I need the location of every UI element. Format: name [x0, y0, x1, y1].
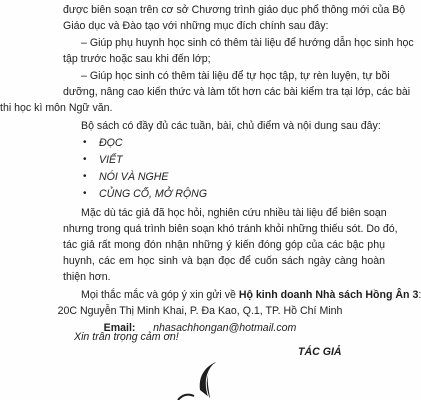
- apology-line: tác giả rất mong đón nhận những ý kiến đóng góp của các bậc phụ: [63, 239, 385, 251]
- closing-text: Xin trân trọng cảm ơn!: [74, 331, 179, 343]
- email-label: Email:: [103, 322, 136, 334]
- bullet: •: [83, 137, 87, 148]
- bullet: •: [83, 188, 87, 199]
- email-address: nhasachhongan@hotmail.com: [153, 322, 297, 334]
- company-name: Hộ kinh doanh Nhà sách Hồng Ân 3: [238, 289, 419, 301]
- contact-line: [81, 288, 419, 302]
- apology-line: huynh, các em học sinh và bạn đọc để cuốn sách ngày càng hoàn: [63, 255, 385, 267]
- bullet: •: [83, 171, 87, 182]
- contact-lead: Mọi thắc mắc và góp ý xin gửi về: [81, 289, 239, 301]
- author-signature: TÁC GIẢ: [298, 346, 342, 358]
- apology-line: Mặc dù tác giả đã học hỏi, nghiên cứu nhiều tài liệu để biên soạn: [81, 207, 387, 219]
- address-line: 20C Nguyễn Thị Minh Khai, P. Đa Kao, Q.1, TP. Hồ Chí Minh: [57, 305, 343, 317]
- apology-line: nhưng trong quá trình biên soạn khó tránh khỏi những thiếu sót. Do đó,: [63, 223, 398, 235]
- content-item: ĐỌC: [99, 137, 123, 149]
- contents-lead: Bộ sách có đầy đủ các tuần, bài, chủ điểm và nội dung sau đây:: [81, 120, 381, 132]
- purpose-line: tập trước hoặc sau khi đến lớp;: [63, 53, 211, 65]
- content-item: CỦNG CỐ, MỞ RỘNG: [99, 188, 208, 200]
- quill-icon: [176, 360, 224, 400]
- purpose-line-text: thi học kì môn Ngữ văn.: [0, 102, 113, 114]
- content-item: NÓI VÀ NGHE: [99, 171, 169, 183]
- purpose-line: [0, 101, 385, 115]
- purpose-line: dưỡng, nâng cao kiến thức và làm tốt hơn các bài kiểm tra tại lớp, các bài: [63, 86, 411, 98]
- intro-line: Giáo dục và Đào tạo với những mục đích chính sau đây:: [63, 20, 329, 32]
- purpose-line: – Giúp phụ huynh học sinh có thêm tài liệu để hướng dẫn học sinh học: [81, 37, 414, 49]
- bullet: •: [83, 154, 87, 165]
- content-item: VIẾT: [99, 154, 123, 166]
- apology-line: thiện hơn.: [63, 271, 111, 283]
- intro-line: được biên soạn trên cơ sở Chương trình giáo dục phổ thông mới của Bộ: [63, 4, 406, 16]
- purpose-line: – Giúp học sinh có thêm tài liệu để tự học tập, tự rèn luyện, tự bồi: [81, 70, 390, 82]
